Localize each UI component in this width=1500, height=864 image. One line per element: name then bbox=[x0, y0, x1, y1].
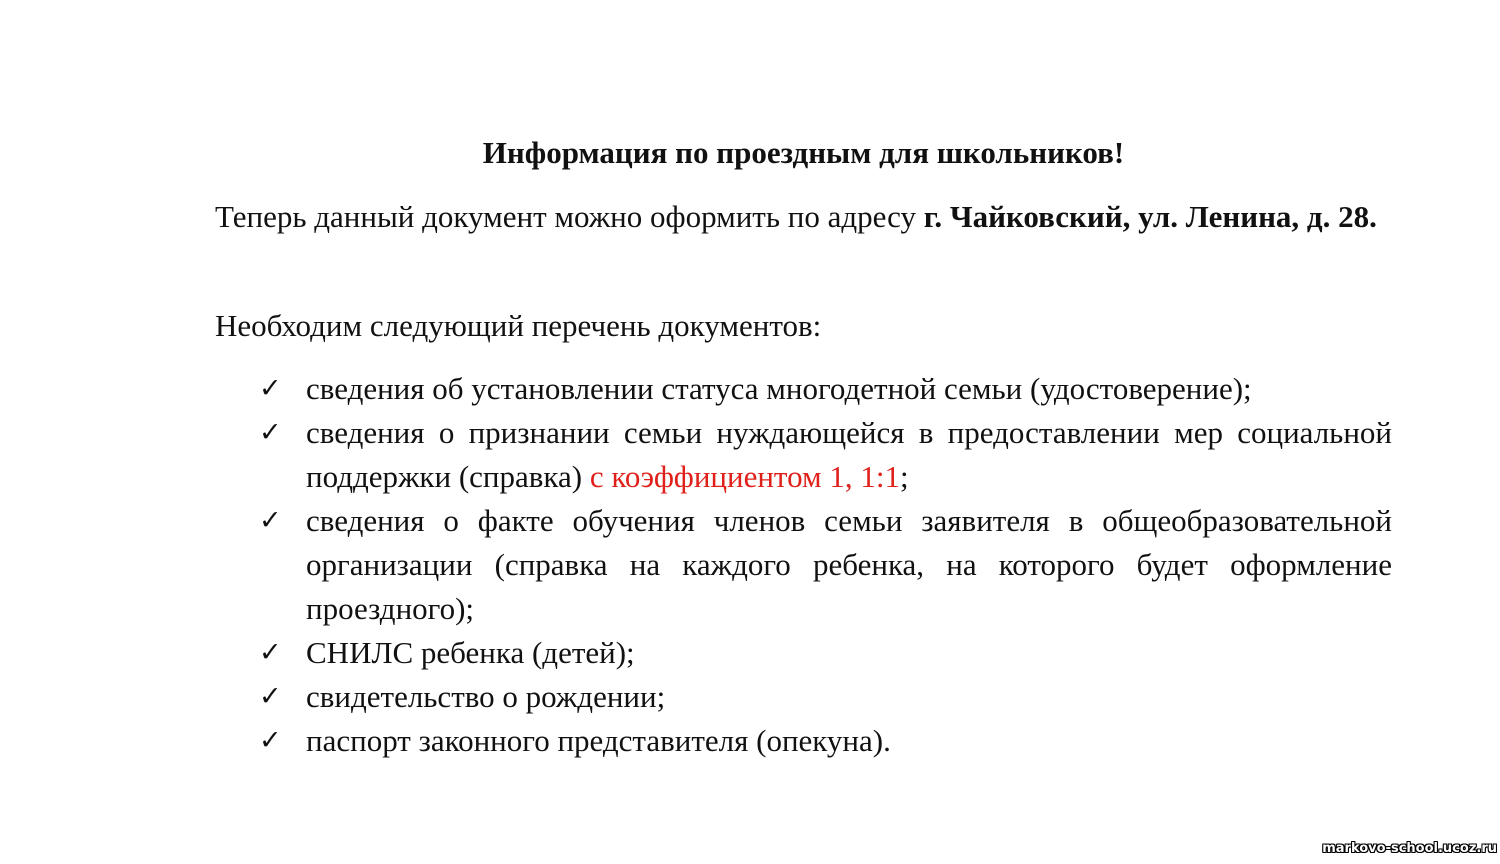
list-item-text: свидетельство о рождении; bbox=[306, 679, 666, 714]
checkmark-icon: ✓ bbox=[259, 637, 282, 668]
intro-paragraph bbox=[215, 195, 1392, 239]
coefficient-highlight: с коэффициентом 1, 1:1 bbox=[589, 459, 900, 494]
document-title: Информация по проездным для школьников! bbox=[482, 135, 1125, 170]
checkmark-icon: ✓ bbox=[259, 417, 282, 448]
list-item bbox=[215, 499, 1392, 631]
list-item bbox=[215, 631, 1392, 675]
list-item-text: сведения об установлении статуса многодетной семьи (удостоверение); bbox=[306, 371, 1252, 406]
list-item bbox=[215, 367, 1392, 411]
site-watermark: markovo-school.ucoz.ru bbox=[1322, 841, 1497, 856]
list-item-text: паспорт законного представителя (опекуна). bbox=[306, 723, 891, 758]
documents-lead: Необходим следующий перечень документов: bbox=[215, 308, 822, 343]
list-item-text: сведения о факте обучения членов семьи заявителя в общеобразовательной организации (справка на каждого ребенка, на которого будет оформление проездного); bbox=[306, 503, 1392, 626]
checkmark-icon: ✓ bbox=[259, 725, 282, 756]
list-item-tail: ; bbox=[899, 459, 909, 494]
address-text: г. Чайковский, ул. Ленина, д. 28. bbox=[923, 199, 1377, 234]
list-item-text: СНИЛС ребенка (детей); bbox=[306, 635, 635, 670]
checkmark-icon: ✓ bbox=[259, 681, 282, 712]
list-item bbox=[215, 411, 1392, 499]
intro-text: Теперь данный документ можно оформить по адресу bbox=[215, 199, 924, 234]
checkmark-icon: ✓ bbox=[259, 373, 282, 404]
list-item-text: сведения о признании семьи нуждающейся в предоставлении мер социальной поддержки (справка) bbox=[306, 415, 1392, 494]
list-item bbox=[215, 719, 1392, 763]
list-item bbox=[215, 675, 1392, 719]
checkmark-icon: ✓ bbox=[259, 505, 282, 536]
documents-list bbox=[215, 367, 1392, 763]
